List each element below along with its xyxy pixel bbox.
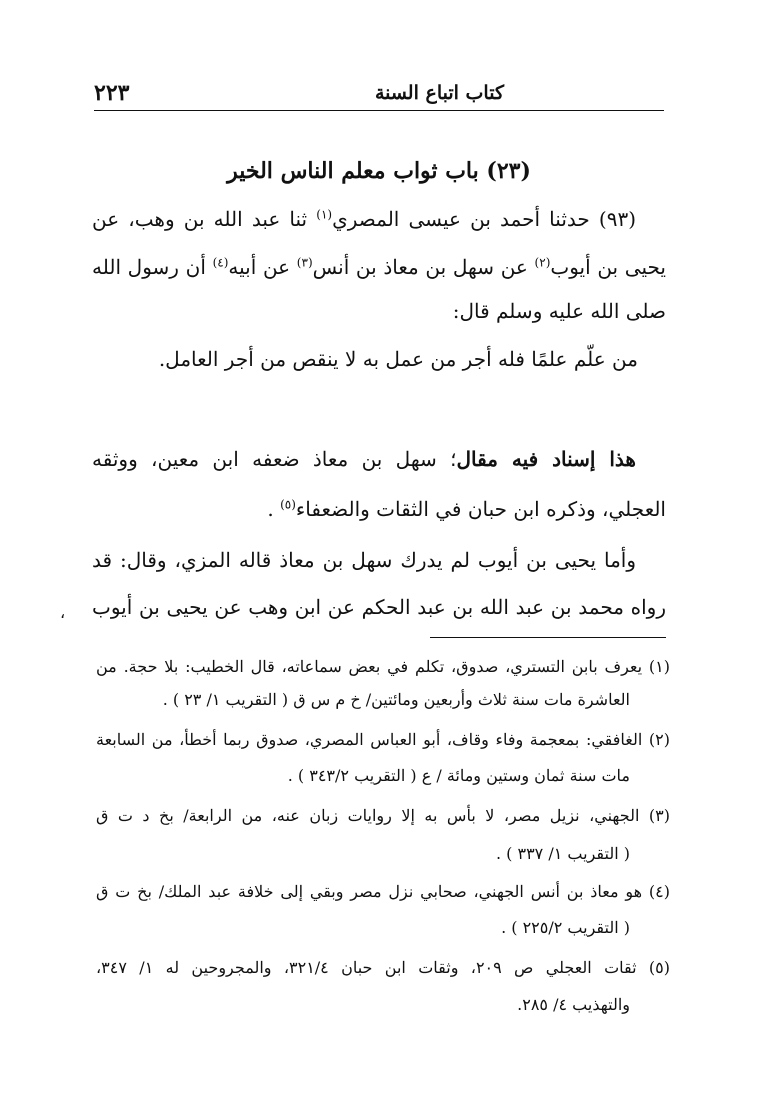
- footnote-ref-3: (٣): [296, 255, 313, 270]
- hadith-matn: من علّم علمًا فله أجر من عمل به لا ينقص من أجر العامل.: [158, 347, 638, 371]
- isnad-verdict: هذا إسناد فيه مقال: [456, 447, 636, 471]
- commentary-line-2-end: .: [267, 497, 281, 521]
- hadith-line-2-text-d: أن رسول الله: [92, 255, 213, 279]
- hadith-line-2-text-b: عن سهل بن معاذ بن أنس: [312, 255, 535, 279]
- footnote-separator: [430, 637, 666, 638]
- footnote-5-line-1: (٥) ثقات العجلي ص ٢٠٩، وثقات ابن حبان ٣٢١/٤، والمجروحين له ١/ ٣٤٧،: [96, 958, 670, 977]
- footnote-2-line-1: (٢) الغافقي: بمعجمة وفاء وقاف، أبو العباس المصري، صدوق ربما أخطأ، من السابعة: [96, 730, 670, 749]
- commentary-line-1: [92, 446, 636, 472]
- page-number: ٢٢٣: [94, 80, 130, 106]
- footnote-ref-5: (٥): [280, 497, 296, 512]
- hadith-line-1-text-a: (٩٣) حدثنا أحمد بن عيسى المصري: [332, 207, 636, 231]
- commentary-line-2: [267, 496, 666, 522]
- running-header: [94, 82, 664, 111]
- margin-mark: ،: [60, 603, 66, 622]
- footnote-3-line-2: ( التقريب ١/ ٣٣٧ ) .: [495, 844, 630, 863]
- chapter-title: (٢٣) باب ثواب معلم الناس الخير: [227, 158, 531, 184]
- footnote-2-line-2: مات سنة ثمان وستين ومائة / ع ( التقريب ٣٤٣/٢ ) .: [287, 766, 630, 785]
- footnote-3-line-1: (٣) الجهني، نزيل مصر، لا بأس به إلا روايات زبان عنه، من الرابعة/ بخ د ت ق: [96, 806, 670, 825]
- hadith-line-3: صلى الله عليه وسلم قال:: [452, 299, 666, 323]
- commentary-line-3: وأما يحيى بن أيوب لم يدرك سهل بن معاذ قاله المزي، وقال: قد: [92, 548, 636, 572]
- footnote-ref-4: (٤): [212, 255, 229, 270]
- commentary-line-4: رواه محمد بن عبد الله بن عبد الحكم عن ابن وهب عن يحيى بن أيوب: [92, 595, 666, 619]
- hadith-line-2-text-c: عن أبيه: [228, 255, 297, 279]
- footnote-1-line-2: العاشرة مات سنة ثلاث وأربعين ومائتين/ خ م س ق ( التقريب ١/ ٢٣ ) .: [162, 690, 630, 709]
- hadith-line-1: [92, 206, 636, 232]
- commentary-line-2-text: العجلي، وذكره ابن حبان في الثقات والضعفاء: [295, 497, 666, 521]
- footnote-4-line-2: ( التقريب ٢٢٥/٢ ) .: [501, 918, 630, 937]
- footnote-ref-2: (٢): [534, 255, 551, 270]
- footnote-ref-1: (١): [316, 207, 333, 222]
- footnote-1-line-1: (١) يعرف بابن التستري، صدوق، تكلم في بعض سماعاته، قال الخطيب: بلا حجة. من: [96, 657, 670, 676]
- hadith-line-2-text-a: يحيى بن أيوب: [550, 255, 666, 279]
- hadith-line-2: [92, 254, 666, 280]
- hadith-line-1-text-b: ثنا عبد الله بن وهب، عن: [92, 207, 317, 231]
- commentary-line-1-rest: ؛ سهل بن معاذ ضعفه ابن معين، ووثقه: [92, 447, 457, 471]
- footnote-5-line-2: والتهذيب ٤/ ٢٨٥.: [517, 995, 630, 1014]
- header-title: كتاب اتباع السنة: [374, 82, 504, 104]
- footnote-4-line-1: (٤) هو معاذ بن أنس الجهني، صحابي نزل مصر وبقي إلى خلافة عبد الملك/ بخ ت ق: [96, 882, 670, 901]
